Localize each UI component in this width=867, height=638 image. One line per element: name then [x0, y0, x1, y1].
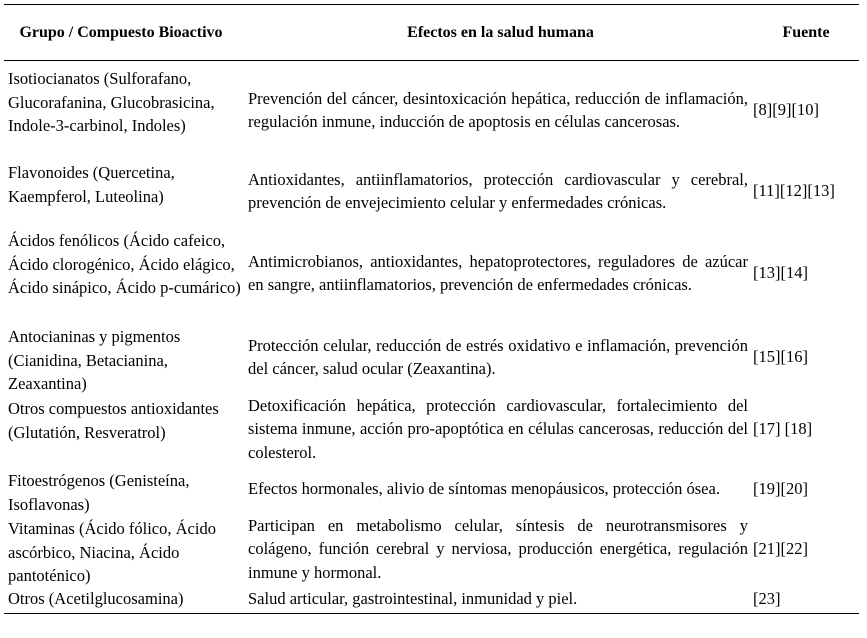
- cell-source: [8][9][10]: [753, 100, 819, 120]
- bioactive-compounds-table: [4, 4, 859, 614]
- cell-source: [11][12][13]: [753, 181, 835, 201]
- effects-text: Protección celular, reducción de estrés oxidativo e inflamación, prevención del cáncer, salud ocular (Zeaxantina).: [248, 335, 748, 378]
- cell-effects: [248, 321, 748, 393]
- effects-text: Salud articular, gastrointestinal, inmunidad y piel.: [248, 589, 578, 609]
- cell-group: Otros (Acetilglucosamina): [8, 589, 184, 609]
- cell-group: Otros compuestos antioxidantes (Glutatión, Resveratrol): [8, 399, 219, 442]
- table-row: [4, 61, 859, 157]
- cell-group: Flavonoides (Quercetina, Kaempferol, Luteolina): [8, 163, 175, 206]
- cell-effects: [248, 393, 748, 465]
- effects-text: Participan en metabolismo celular, síntesis de neurotransmisores y colágeno, función cerebral y nerviosa, producción energética, regulación inmune y hormonal.: [248, 515, 748, 582]
- table-row: [4, 393, 859, 465]
- cell-group: Vitaminas (Ácido fólico, Ácido ascórbico, Niacina, Ácido pantoténico): [8, 519, 216, 585]
- cell-effects: [248, 157, 748, 225]
- cell-effects: [248, 465, 748, 513]
- header-group: Grupo / Compuesto Bioactivo: [19, 23, 223, 41]
- effects-text: Detoxificación hepática, protección cardiovascular, fortalecimiento del sistema inmune, acción pro-apoptótica en células cancerosas, reducción del colesterol.: [248, 395, 748, 462]
- table-row: [4, 465, 859, 513]
- header-effects: Efectos en la salud humana: [407, 23, 594, 41]
- cell-group: Fitoestrógenos (Genisteína, Isoflavonas): [8, 471, 190, 514]
- cell-source: [13][14]: [753, 263, 808, 283]
- cell-effects: [248, 225, 748, 321]
- cell-effects: [248, 513, 748, 585]
- cell-source: [15][16]: [753, 347, 808, 367]
- effects-text: Prevención del cáncer, desintoxicación hepática, reducción de inflamación, regulación inmune, inducción de apoptosis en células cancerosas.: [248, 88, 748, 131]
- cell-group: Ácidos fenólicos (Ácido cafeico, Ácido clorogénico, Ácido elágico, Ácido sinápico, Ácido p-cumárico): [8, 231, 241, 297]
- cell-source: [23]: [753, 589, 781, 609]
- table-row: [4, 157, 859, 225]
- cell-effects: [248, 587, 748, 611]
- cell-source: [21][22]: [753, 539, 808, 559]
- effects-text: Antioxidantes, antiinflamatorios, protección cardiovascular y cerebral, prevención de envejecimiento celular y enfermedades crónicas.: [248, 169, 748, 212]
- header-source: Fuente: [782, 23, 830, 41]
- cell-source: [19][20]: [753, 479, 808, 499]
- effects-text: Efectos hormonales, alivio de síntomas menopáusicos, protección ósea.: [248, 479, 720, 499]
- effects-text: Antimicrobianos, antioxidantes, hepatoprotectores, reguladores de azúcar en sangre, antiinflamatorios, prevención de enfermedades crónicas.: [248, 251, 748, 294]
- table-row: [4, 321, 859, 393]
- cell-group: Antocianinas y pigmentos (Cianidina, Betacianina, Zeaxantina): [8, 327, 181, 393]
- cell-effects: [248, 63, 748, 157]
- table-row: [4, 513, 859, 585]
- cell-source: [17] [18]: [753, 419, 813, 439]
- table-row: [4, 225, 859, 321]
- cell-group: Isotiocianatos (Sulforafano, Glucorafanina, Glucobrasicina, Indole-3-carbinol, Indoles): [8, 69, 215, 135]
- table-row: [4, 585, 859, 613]
- table-header-row: [4, 5, 859, 61]
